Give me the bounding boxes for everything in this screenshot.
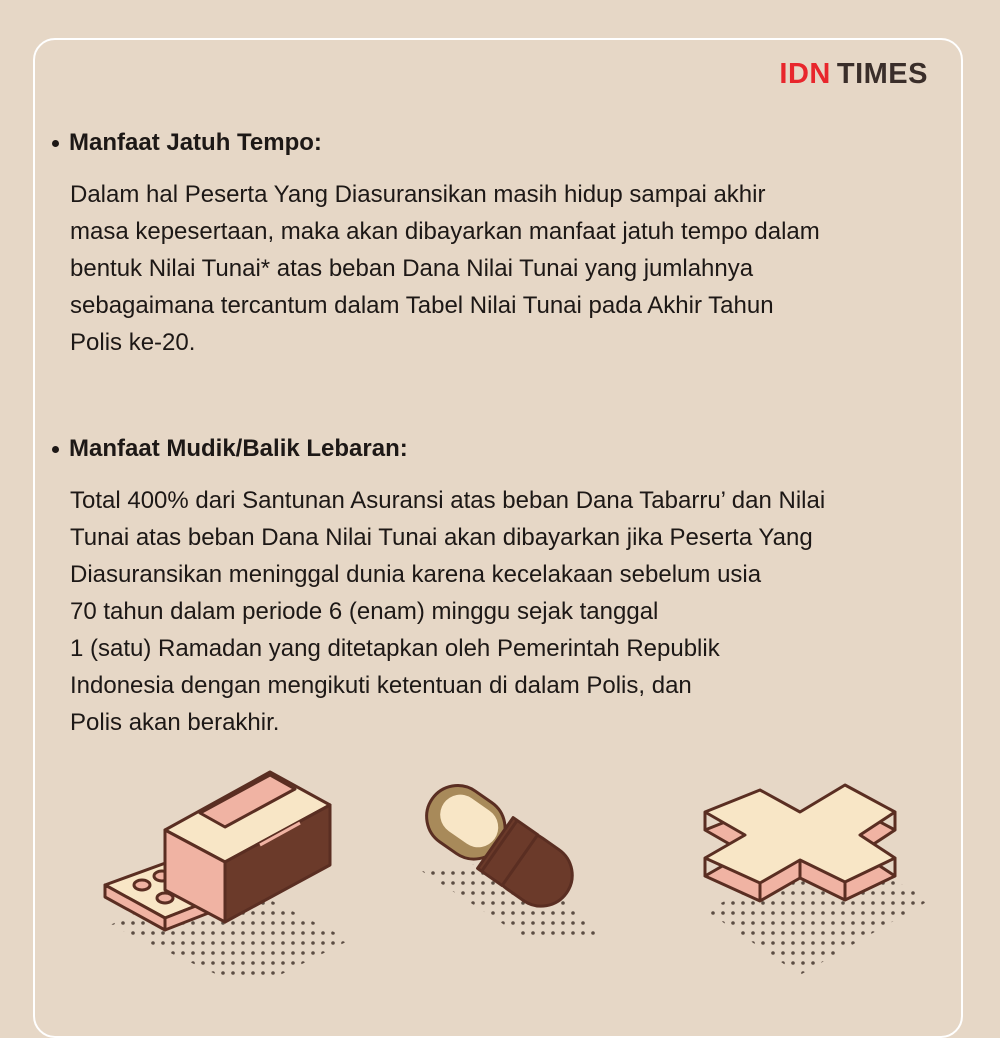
section-paragraph [70,176,950,361]
paragraph-line: Polis ke-20. [70,329,196,356]
paragraph-line: Total 400% dari Santunan Asuransi atas beban Dana Tabarru’ dan Nilai [70,487,826,514]
paragraph-line: bentuk Nilai Tunai* atas beban Dana Nilai Tunai yang jumlahnya [70,255,754,282]
section-jatuh-tempo [52,128,950,361]
heading-text: Manfaat Jatuh Tempo: [69,129,322,156]
capsule-icon [414,773,600,935]
medical-cross-icon [705,785,930,975]
paragraph-line: 70 tahun dalam periode 6 (enam) minggu sejak tanggal [70,598,659,625]
paragraph-line: Tunai atas beban Dana Nilai Tunai akan dibayarkan jika Peserta Yang [70,524,813,551]
paragraph-line: 1 (satu) Ramadan yang ditetapkan oleh Pemerintah Republik [70,635,720,662]
section-paragraph [70,482,950,741]
heading-text: Manfaat Mudik/Balik Lebaran: [69,435,408,462]
bullet-icon [52,140,59,147]
brand-idn: IDN [779,58,831,90]
pill-box-icon [105,772,350,980]
paragraph-line: masa kepesertaan, maka akan dibayarkan manfaat jatuh tempo dalam [70,218,820,245]
illustrations [0,760,1000,980]
brand-times: TIMES [836,58,928,90]
paragraph-line: sebagaimana tercantum dalam Tabel Nilai Tunai pada Akhir Tahun [70,292,774,319]
paragraph-line: Indonesia dengan mengikuti ketentuan di dalam Polis, dan [70,672,692,699]
bullet-icon [52,446,59,453]
section-mudik-lebaran [52,434,950,741]
paragraph-line: Polis akan berakhir. [70,709,280,736]
section-heading [52,434,950,464]
paragraph-line: Diasuransikan meninggal dunia karena kecelakaan sebelum usia [70,561,762,588]
paragraph-line: Dalam hal Peserta Yang Diasuransikan masih hidup sampai akhir [70,181,766,208]
section-heading [52,128,950,158]
brand-logo [779,58,928,91]
